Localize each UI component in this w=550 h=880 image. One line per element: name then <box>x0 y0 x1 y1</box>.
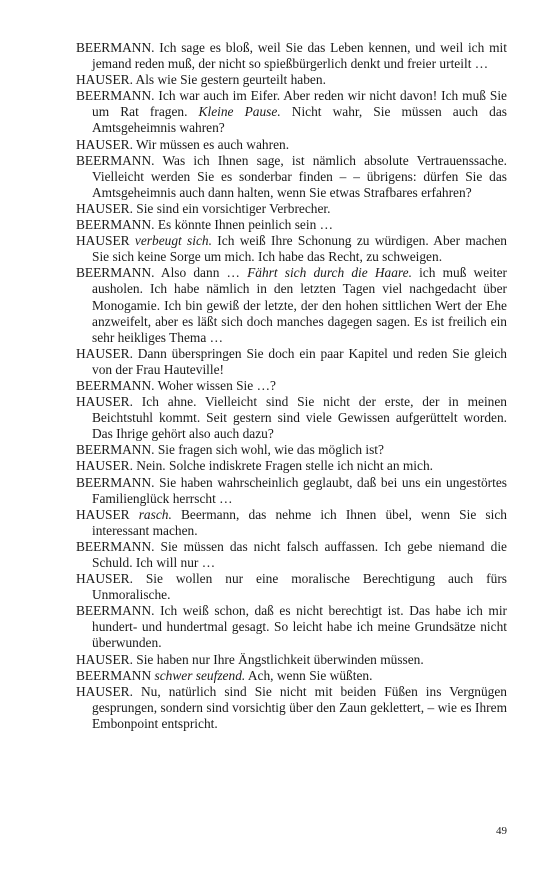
dialogue-line <box>76 684 507 732</box>
speaker-name: HAUSER. <box>76 394 133 410</box>
stage-direction: Kleine Pause. <box>198 104 281 120</box>
dialogue-line <box>76 539 507 571</box>
speaker-name: BEERMANN. <box>76 88 155 104</box>
stage-direction: verbeugt sich. <box>129 233 212 249</box>
speech-text: Sie haben nur Ihre Ängstlichkeit überwinden müssen. <box>132 651 424 667</box>
speech-text: Ich weiß schon, daß es nicht berechtigt ist. Das habe ich mir hundert- und hundertmal gesagt. So leicht habe ich meine Grundsätze nicht überwunden. <box>92 603 507 651</box>
speech-text: Ich sage es bloß, weil Sie das Leben kennen, und weil ich mit jemand reden muß, der nicht so spießbürgerlich denkt und freier urteilt … <box>92 40 507 72</box>
speaker-name: HAUSER. <box>76 136 133 152</box>
speaker-name: HAUSER. <box>76 571 133 587</box>
speaker-name: BEERMANN. <box>76 377 155 393</box>
dialogue-line <box>76 475 507 507</box>
speech-text: Sie fragen sich wohl, wie das möglich ist? <box>154 442 384 458</box>
dialogue-line <box>76 88 507 136</box>
dialogue-line <box>76 394 507 442</box>
speaker-name: HAUSER. <box>76 651 133 667</box>
dialogue-line <box>76 603 507 651</box>
speaker-name: HAUSER <box>76 233 130 249</box>
page-number: 49 <box>496 825 507 837</box>
dialogue-line <box>76 137 507 153</box>
dialogue-line <box>76 378 507 394</box>
speech-text: Woher wissen Sie …? <box>154 377 276 393</box>
speaker-name: HAUSER. <box>76 72 133 88</box>
speaker-name: BEERMANN. <box>76 603 155 619</box>
speaker-name: HAUSER. <box>76 200 133 216</box>
speaker-name: BEERMANN <box>76 667 152 683</box>
speaker-name: HAUSER <box>76 506 130 522</box>
speaker-name: BEERMANN. <box>76 217 155 233</box>
dialogue-line <box>76 217 507 233</box>
speech-text: Nu, natürlich sind Sie nicht mit beiden Füßen ins Vergnügen gesprungen, sondern sind vorsichtig über den Zaun geklettert, – wie es Ihrem Embonpoint entspricht. <box>92 683 507 731</box>
speech-text: Wir müssen es auch wahren. <box>132 136 290 152</box>
speech-text: Ich war auch im Eifer. Aber reden wir nicht davon! Ich muß Sie um Rat fragen. <box>92 88 507 120</box>
dialogue-line <box>76 652 507 668</box>
stage-direction: Fährt sich durch die Haare. <box>247 265 412 281</box>
speech-text: Sie wollen nur eine moralische Berechtigung auch fürs Unmoralische. <box>92 571 507 603</box>
speech-text: Nein. Solche indiskrete Fragen stelle ich nicht an mich. <box>132 458 434 474</box>
dialogue-line <box>76 346 507 378</box>
speaker-name: BEERMANN. <box>76 40 155 55</box>
speech-text: ich muß weiter ausholen. Ich habe nämlich in den letzten Tagen viel nachgedacht über Monogamie. Ich bin gewiß der letzte, der den hohen sittlichen Wert der Ehe anzweifelt, aber es läßt sich doch manches dagegen sagen. Es ist freilich ein sehr heikliges Thema … <box>92 265 507 345</box>
speaker-name: BEERMANN. <box>76 265 155 281</box>
speech-text: Nicht wahr, Sie müssen auch das Amtsgeheimnis wahren? <box>92 104 507 136</box>
speaker-name: HAUSER. <box>76 683 133 699</box>
speech-text: Also dann … <box>154 265 248 281</box>
dialogue-line <box>76 40 507 72</box>
dialogue-line <box>76 72 507 88</box>
speaker-name: HAUSER. <box>76 345 133 361</box>
stage-direction: schwer seufzend. <box>151 667 246 683</box>
speech-text: Ich weiß Ihre Schonung zu würdigen. Aber machen Sie sich keine Sorge um mich. Ich habe das Recht, zu schweigen. <box>92 233 507 265</box>
speaker-name: BEERMANN. <box>76 474 155 490</box>
speech-text: Sie müssen das nicht falsch auffassen. Ich gebe niemand die Schuld. Ich will nur … <box>92 538 507 570</box>
dialogue-line <box>76 458 507 474</box>
dialogue-line <box>76 442 507 458</box>
dialogue-line <box>76 201 507 217</box>
dialogue-line <box>76 668 507 684</box>
speech-text: Was ich Ihnen sage, ist nämlich absolute Vertrauenssache. Vielleicht werden Sie es sonderbar finden – – übrigens: dürfen Sie das Amtsgeheimnis auch dann halten, wenn Sie etwas Strafbares erfahren? <box>92 152 507 200</box>
dialogue-line <box>76 571 507 603</box>
speaker-name: BEERMANN. <box>76 152 155 168</box>
speech-text: Ich ahne. Vielleicht sind Sie nicht der erste, der in meinen Beichtstuhl kommt. Seit gestern sind viele Gewissen aufgerüttelt worden. Das Ihrige gehört also auch dazu? <box>92 394 507 442</box>
speech-text: Sie haben wahrscheinlich geglaubt, daß bei uns ein ungestörtes Familienglück herrscht … <box>92 474 507 506</box>
dialogue-line <box>76 265 507 345</box>
dialogue-line <box>76 153 507 201</box>
speech-text: Sie sind ein vorsichtiger Verbrecher. <box>132 200 331 216</box>
dialogue-line <box>76 233 507 265</box>
speaker-name: HAUSER. <box>76 458 133 474</box>
speech-text: Beermann, das nehme ich Ihnen übel, wenn Sie sich interessant machen. <box>92 506 507 538</box>
stage-direction: rasch. <box>129 506 172 522</box>
speaker-name: BEERMANN. <box>76 538 155 554</box>
speech-text: Es könnte Ihnen peinlich sein … <box>154 217 334 233</box>
dialogue-line <box>76 507 507 539</box>
play-text <box>76 40 507 732</box>
speaker-name: BEERMANN. <box>76 442 155 458</box>
speech-text: Ach, wenn Sie wüßten. <box>245 667 373 683</box>
speech-text: Dann überspringen Sie doch ein paar Kapitel und reden Sie gleich von der Frau Hauteville! <box>92 345 507 377</box>
speech-text: Als wie Sie gestern geurteilt haben. <box>132 72 326 88</box>
